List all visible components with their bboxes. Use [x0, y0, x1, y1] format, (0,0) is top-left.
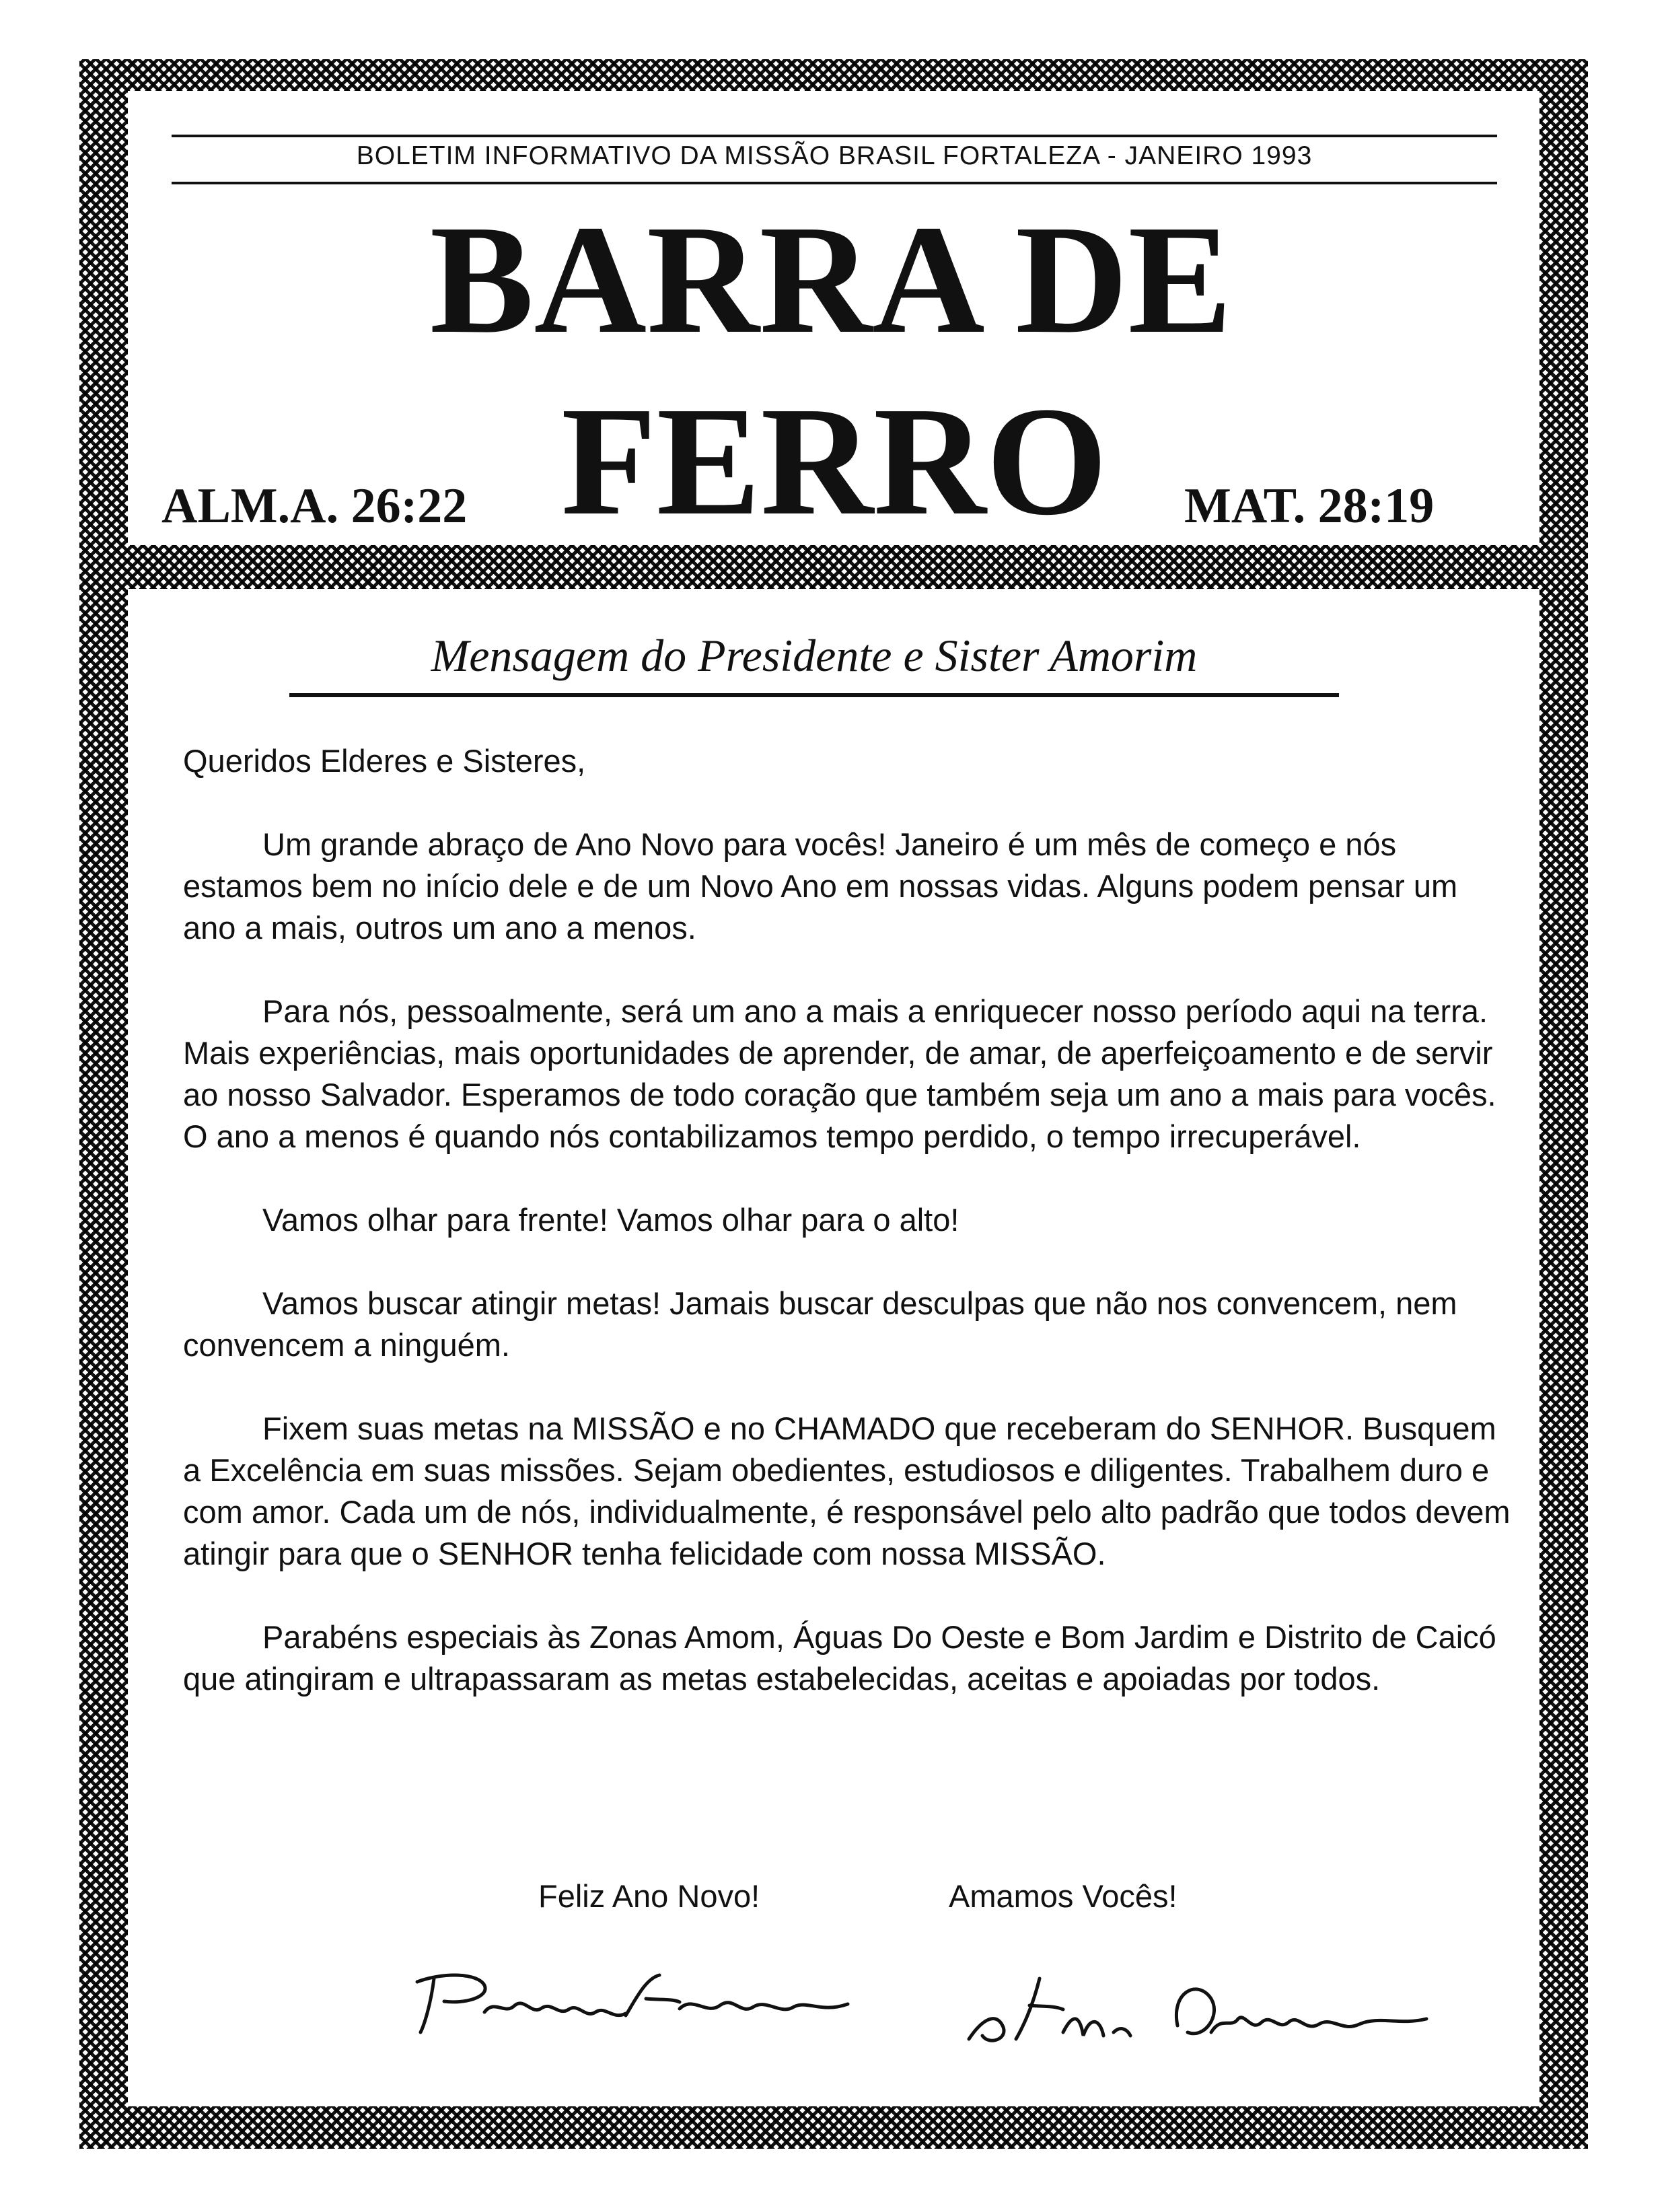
- masthead-title-line2: FERRO: [561, 375, 1108, 548]
- patterned-divider-band: [128, 545, 1539, 589]
- letter-paragraph: Vamos olhar para frente! Vamos olhar para o alto!: [262, 1202, 959, 1238]
- message-title-underline: [289, 693, 1339, 697]
- letter-paragraph: Vamos buscar atingir metas! Jamais buscar desculpas que não nos convencem, nem convencem a ninguém.: [183, 1285, 1457, 1363]
- signature-sister: [955, 1952, 1440, 2066]
- subtitle-top-rule: [172, 135, 1497, 137]
- letter-paragraph: Para nós, pessoalmente, será um ano a mais a enriquecer nosso período aqui na terra. Mais experiências, mais oportunidades de aprender, de amar, de aperfeiçoamento e de servir ao nosso Salvador. Esperamos de todo coração que também seja um ano a mais para vocês. O ano a menos é quando nós contabilizamos tempo perdido, o tempo irrecuperável.: [183, 993, 1496, 1154]
- newsletter-subtitle: BOLETIM INFORMATIVO DA MISSÃO BRASIL FORTALEZA - JANEIRO 1993: [356, 141, 1313, 170]
- letter-greeting: Queridos Elderes e Sisteres,: [183, 743, 586, 779]
- signature-president: [404, 1952, 875, 2053]
- scripture-reference-left: ALM.A. 26:22: [161, 478, 468, 534]
- message-title: Mensagem do Presidente e Sister Amorim: [431, 630, 1198, 681]
- letter-paragraph: Parabéns especiais às Zonas Amom, Águas Do Oeste e Bom Jardim e Distrito de Caicó que atingiram e ultrapassaram as metas estabelecidas, aceitas e apoiadas por todos.: [183, 1619, 1496, 1697]
- letter-paragraph: Um grande abraço de Ano Novo para vocês! Janeiro é um mês de começo e nós estamos bem no início dele e de um Novo Ano em nossas vidas. Alguns podem pensar um ano a mais, outros um ano a menos.: [183, 826, 1458, 946]
- closing-right: Amamos Vocês!: [949, 1878, 1177, 1914]
- letter-body: [183, 740, 1519, 1742]
- letter-paragraph: Fixem suas metas na MISSÃO e no CHAMADO que receberam do SENHOR. Busquem a Excelência em suas missões. Sejam obedientes, estudiosos e diligentes. Trabalhem duro e com amor. Cada um de nós, individualmente, é responsável pelo alto padrão que todos devem atingir para que o SENHOR tenha felicidade com nossa MISSÃO.: [183, 1411, 1511, 1571]
- masthead-title-line1: BARRA DE: [429, 193, 1233, 366]
- scripture-reference-right: MAT. 28:19: [1184, 478, 1435, 534]
- closing-left: Feliz Ano Novo!: [538, 1878, 760, 1914]
- subtitle-bottom-rule: [172, 182, 1497, 184]
